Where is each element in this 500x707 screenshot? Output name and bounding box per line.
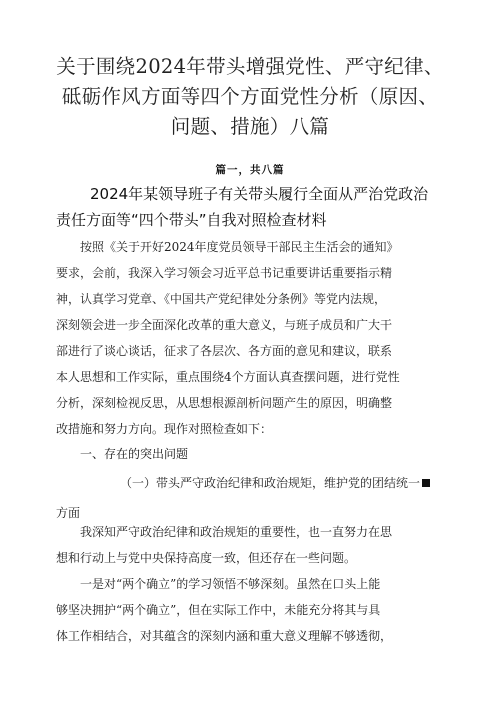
- paragraph-line: 本人思想和工作实际，重点围绕4个方面认真查摆问题，进行党性: [56, 370, 400, 384]
- paragraph-line: 改措施和努力方向。现作对照检查如下：: [56, 422, 273, 436]
- section-heading: 一、存在的突出问题: [80, 447, 189, 461]
- sub-heading-line: 方面: [56, 506, 81, 520]
- main-title-line: 砥砺作风方面等四个方面党性分析（原因、: [61, 85, 439, 108]
- square-bullet-icon: [422, 479, 430, 487]
- intro-paragraph: [56, 234, 444, 442]
- paragraph-line: 够坚决拥护“两个确立”，但在实际工作中，未能充分将其与具: [56, 603, 381, 617]
- paragraph-line: 深刻领会进一步全面深化改革的重大意义，与班子成员和广大干: [56, 318, 393, 332]
- document-title: [56, 181, 476, 233]
- body-paragraph: [56, 519, 444, 571]
- paragraph-line: 部进行了谈心谈话，征求了各层次、各方面的意见和建议，联系: [56, 344, 393, 358]
- paragraph-line: 我深知严守政治纪律和政治规矩的重要性，也一直努力在思: [80, 525, 393, 539]
- paragraph-line: 按照《关于开好2024年度党员领导干部民主生活会的通知》: [80, 240, 399, 254]
- paragraph-line: 想和行动上与党中央保持高度一致，但还存在一些问题。: [56, 551, 357, 565]
- body-paragraph: [56, 571, 444, 649]
- main-title-line: 关于围绕2024年带头增强党性、严守纪律、: [56, 55, 444, 78]
- section-label: 篇一，共八篇: [215, 164, 285, 176]
- paragraph-line: 一是对“两个确立”的学习领悟不够深刻。虽然在口头上能: [80, 577, 381, 591]
- main-title-line: 问题、措施）八篇: [170, 115, 330, 138]
- paragraph-line: 体工作相结合，对其蕴含的深刻内涵和重大意义理解不够透彻，: [56, 629, 393, 643]
- paragraph-line: 分析，深刻检视反思，从思想根源剖析问题产生的原因，明确整: [56, 396, 393, 410]
- document-title-line: 责任方面等“四个带头”自我对照检查材料: [56, 211, 327, 229]
- sub-heading-line: [56, 468, 444, 498]
- paragraph-line: 要求，会前，我深入学习领会习近平总书记重要讲话重要指示精: [56, 266, 393, 280]
- document-title-line: 2024年某领导班子有关带头履行全面从严治党政治: [90, 185, 429, 203]
- sub-heading-text: （一）带头严守政治纪律和政治规矩，维护党的团结统一: [120, 476, 421, 490]
- main-title: [40, 52, 460, 142]
- paragraph-line: 神，认真学习党章、《中国共产党纪律处分条例》等党内法规，: [56, 292, 387, 306]
